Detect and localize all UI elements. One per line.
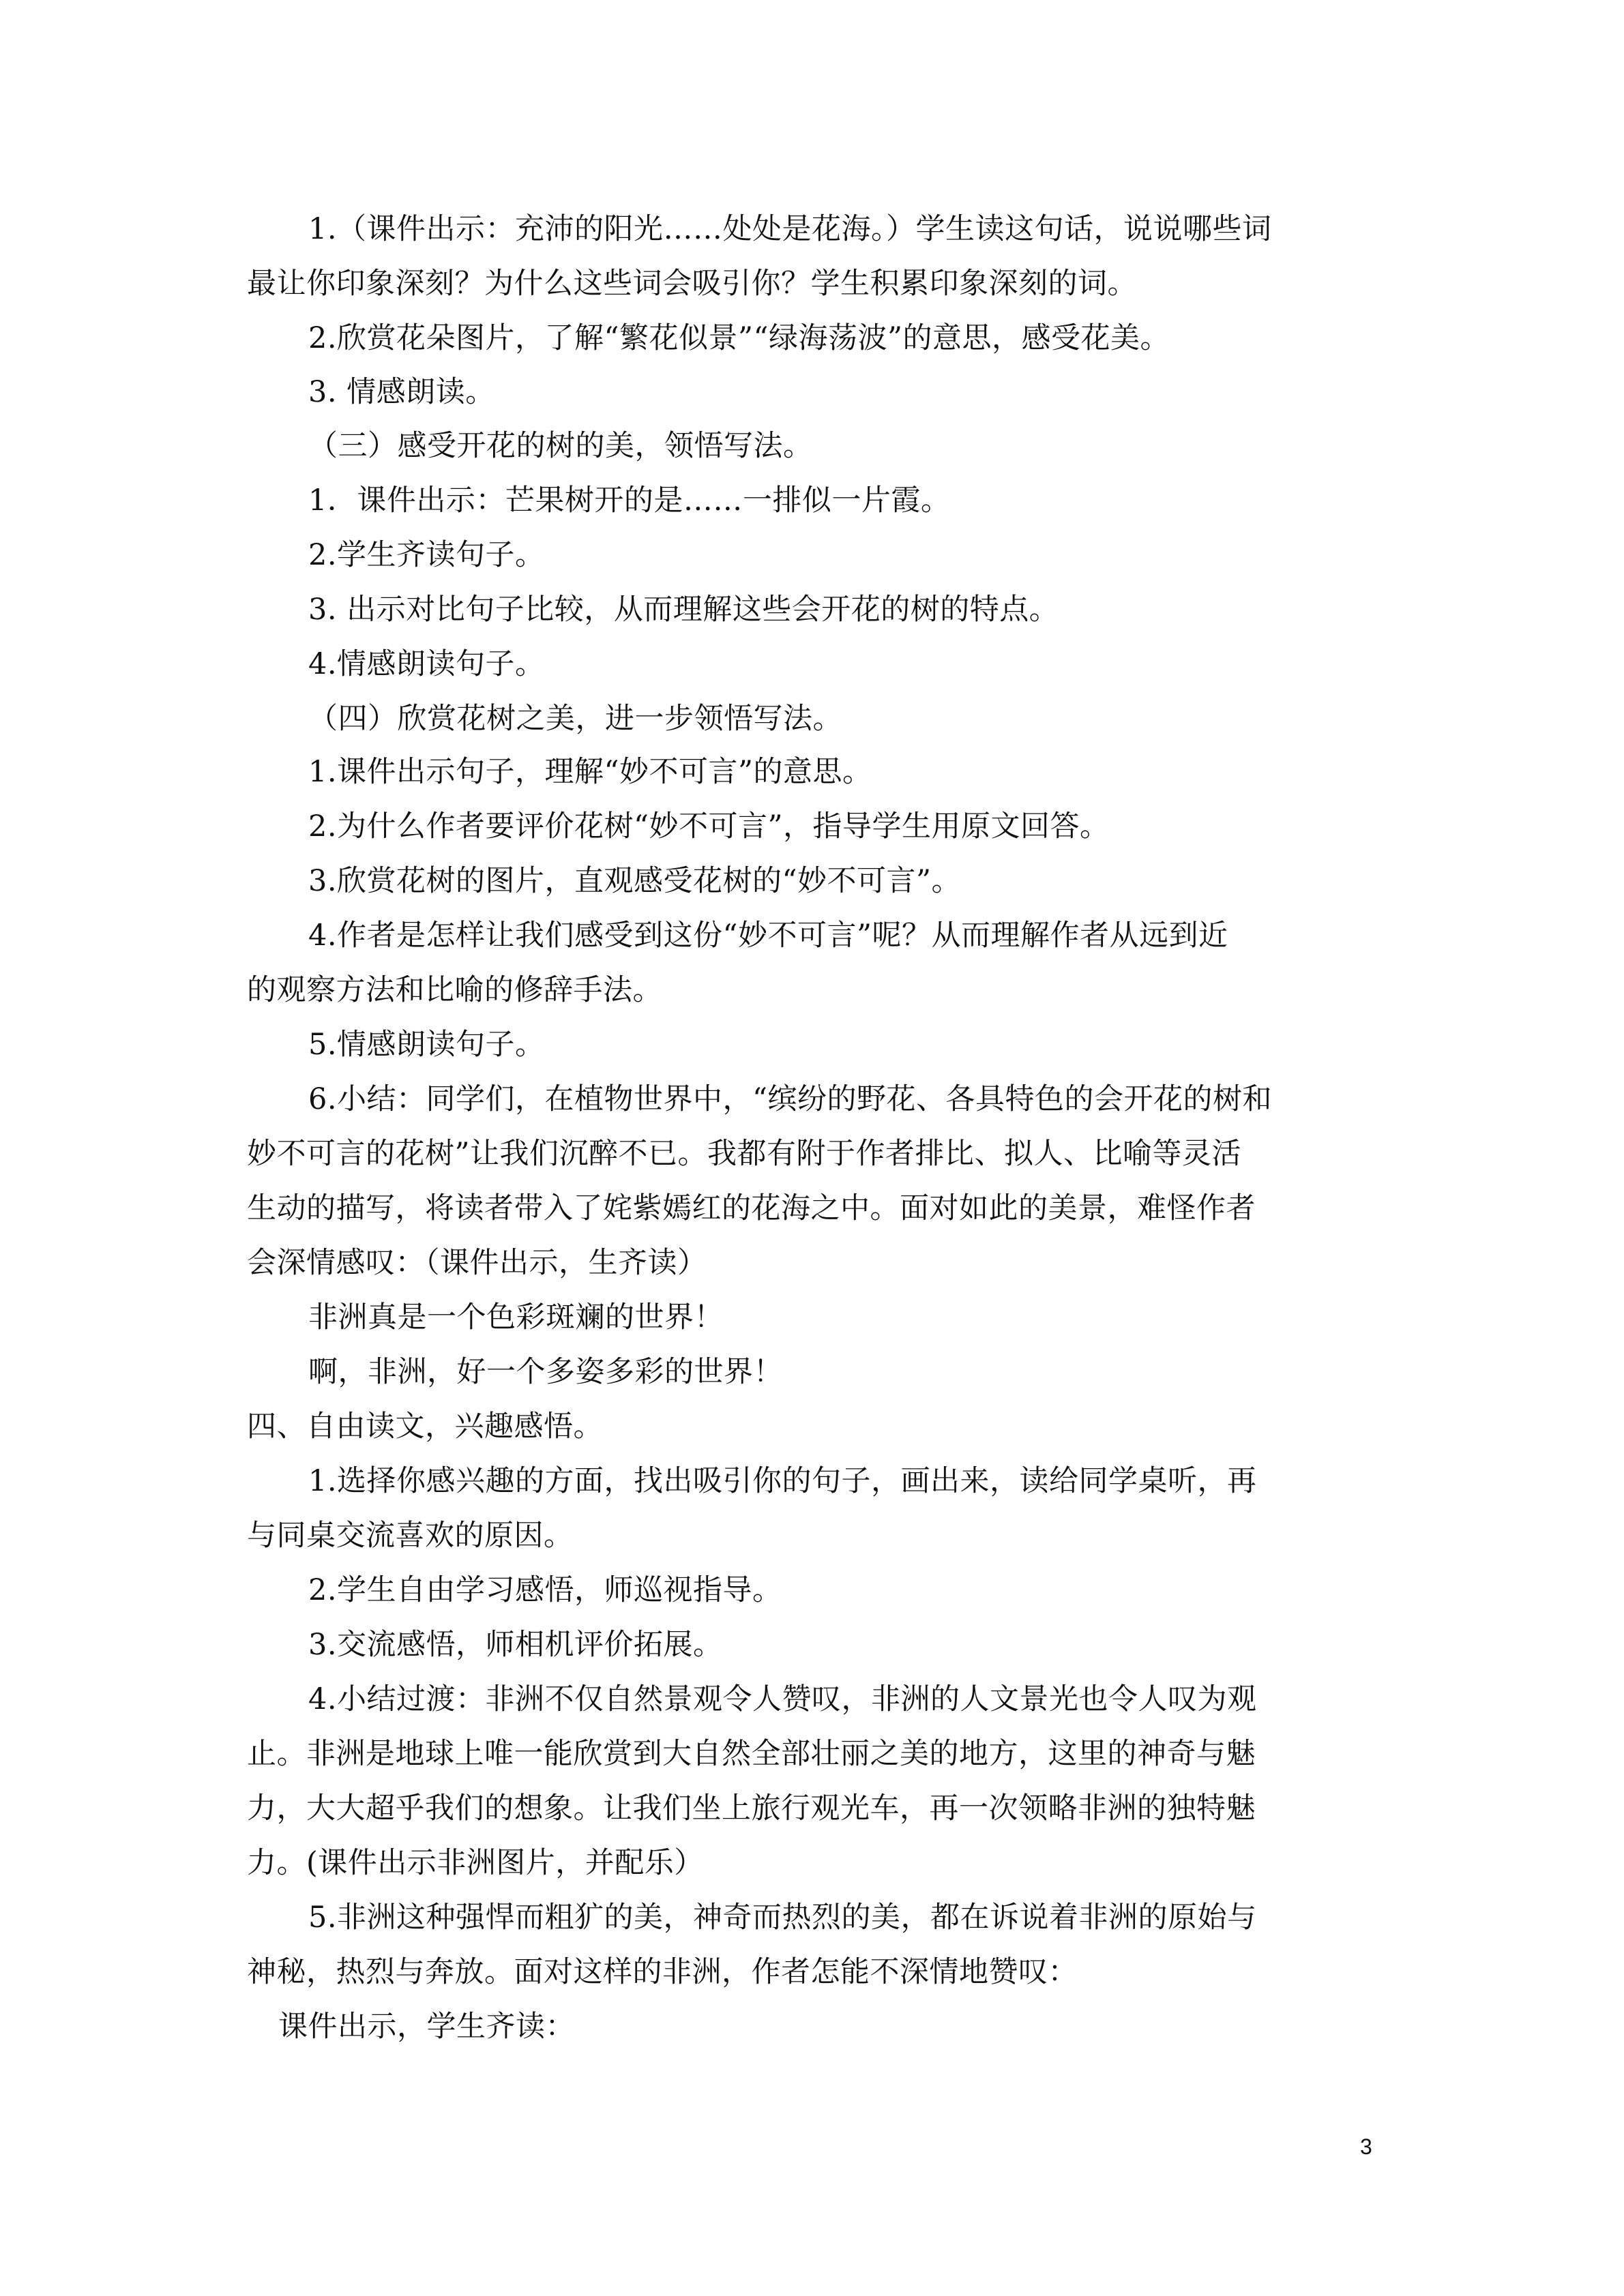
text-line-34: 课件出示，学生齐读： <box>278 2010 575 2044</box>
text-line-6: 1．课件出示：芒果树开的是……一排似一片霞。 <box>308 483 951 518</box>
text-line-3: 2.欣赏花朵图片，了解“繁花似景”“绿海荡波”的意思，感受花美。 <box>308 321 1170 355</box>
text-line-13: 3.欣赏花树的图片，直观感受花树的“妙不可言”。 <box>308 864 961 898</box>
text-line-1: 1.（课件出示：充沛的阳光……处处是花海。）学生读这句话，说说哪些词 <box>308 212 1272 246</box>
text-line-2: 最让你印象深刻？为什么这些词会吸引你？学生积累印象深刻的词。 <box>247 267 1137 301</box>
text-line-33: 神秘，热烈与奔放。面对这样的非洲，作者怎能不深情地赞叹： <box>247 1955 1078 1989</box>
text-line-24: 1.选择你感兴趣的方面，找出吸引你的句子，画出来，读给同学桌听，再 <box>308 1464 1257 1498</box>
text-line-26: 2.学生自由学习感悟，师巡视指导。 <box>308 1573 782 1607</box>
text-line-8: 3. 出示对比句子比较，从而理解这些会开花的树的特点。 <box>308 593 1059 627</box>
text-line-17: 6.小结：同学们，在植物世界中，“缤纷的野花、各具特色的会开花的树和 <box>308 1082 1273 1116</box>
text-line-16: 5.情感朗读句子。 <box>308 1028 545 1062</box>
text-line-18: 妙不可言的花树”让我们沉醉不已。我都有附于作者排比、拟人、比喻等灵活 <box>247 1137 1241 1171</box>
text-line-30: 力，大大超乎我们的想象。让我们坐上旅行观光车，再一次领略非洲的独特魅 <box>247 1791 1256 1825</box>
text-line-31: 力。(课件出示非洲图片，并配乐） <box>247 1846 704 1880</box>
text-line-27: 3.交流感悟，师相机评价拓展。 <box>308 1628 723 1662</box>
text-line-15: 的观察方法和比喻的修辞手法。 <box>247 973 662 1007</box>
text-line-11: 1.课件出示句子，理解“妙不可言”的意思。 <box>308 755 872 789</box>
text-line-25: 与同桌交流喜欢的原因。 <box>247 1519 574 1553</box>
text-line-20: 会深情感叹：（课件出示，生齐读） <box>247 1246 707 1280</box>
text-line-29: 止。非洲是地球上唯一能欣赏到大自然全部壮丽之美的地方，这里的神奇与魅 <box>247 1737 1256 1771</box>
text-line-9: 4.情感朗读句子。 <box>308 647 545 681</box>
text-line-19: 生动的描写，将读者带入了姹紫嫣红的花海之中。面对如此的美景，难怪作者 <box>247 1191 1256 1225</box>
section-heading-4: （四）欣赏花树之美，进一步领悟写法。 <box>308 702 842 736</box>
text-line-7: 2.学生齐读句子。 <box>308 538 545 572</box>
section-heading-3: （三）感受开花的树的美，领悟写法。 <box>308 429 813 463</box>
text-line-21: 非洲真是一个色彩斑斓的世界！ <box>308 1300 724 1335</box>
text-line-4: 3. 情感朗读。 <box>308 375 495 409</box>
section-heading-four: 四、自由读文，兴趣感悟。 <box>247 1410 603 1444</box>
text-line-28: 4.小结过渡：非洲不仅自然景观令人赞叹，非洲的人文景光也令人叹为观 <box>308 1682 1257 1716</box>
text-line-12: 2.为什么作者要评价花树“妙不可言”，指导学生用原文回答。 <box>308 809 1110 844</box>
page-number: 3 <box>1360 2134 1372 2159</box>
text-line-14: 4.作者是怎样让我们感受到这份“妙不可言”呢？从而理解作者从远到近 <box>308 919 1228 953</box>
text-line-32: 5.非洲这种强悍而粗犷的美，神奇而热烈的美，都在诉说着非洲的原始与 <box>308 1900 1257 1935</box>
text-line-22: 啊，非洲，好一个多姿多彩的世界！ <box>308 1355 783 1389</box>
